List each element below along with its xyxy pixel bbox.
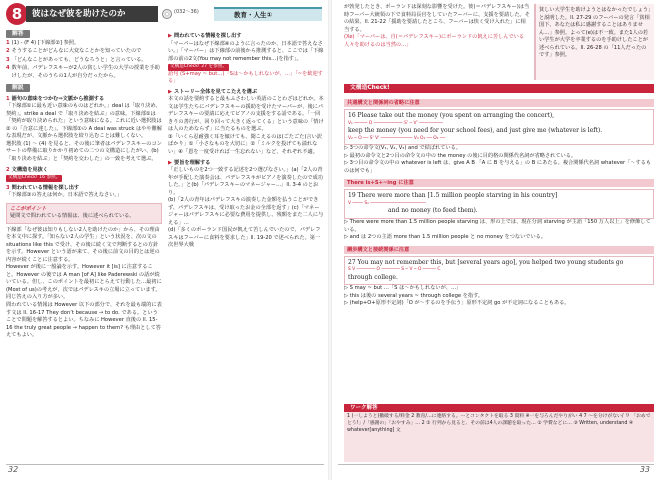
example-sentence-19: 19 There were more than [1.5 million people starving in his country] V ──── S₁ ───────────────────── and no money (to feed them).: [344, 189, 654, 219]
note-line: ▷ 3つの命令文(V₁, V₂, V₃) and で結ばれている。: [344, 145, 461, 152]
answer-item: 2 そうすることがどんなに大変なことかを知っていたので: [6, 48, 142, 55]
chapter-number: 8: [6, 3, 28, 25]
page-number: 32: [8, 465, 19, 475]
left-mid-column: [168, 30, 324, 250]
structure-check-body: [344, 95, 654, 308]
body-paragraph: (d)「多くのポーランド国民が飢えて苦しんでいたので、パデレフスキはフーバーに食料を要求した」ll. 19-20 で述べられた。第一次世界大戦: [168, 227, 321, 249]
note-line: ▷ S may ~ but …「S は〜かもしれないが、…」: [344, 285, 462, 292]
check-ref: 文構造Check! 16 参照。: [8, 175, 61, 181]
commentary-paragraph: 問われている情報は However 以下の部分で、それを最も端的に表す文は ll. 16-17 They don’t because → to do. である。ということで問題を解答するとよい。ちなみに However 直後の ll. 15-16 the truly great people → happen to them? も理由として答えてもよい。: [6, 302, 162, 339]
topic-label: 教育・人生①: [214, 7, 322, 21]
check-ref: 文構造Check! 27 を参照。: [170, 64, 227, 70]
commentary-tab: 解説: [6, 84, 30, 92]
note-line: ▷ (help+O+原形不定詞)「O が〜するのを手伝う」原形不定詞 go が不定詞になることもある。: [344, 300, 570, 307]
body-paragraph: (b)「2人の青年はパデレフスキの演奏した金額を払うことができず、パデレフスキは、受け取ったお金の全部を返す」(c)「マネージャーはパデレフスキに必要な費用を提供し、残額をまた二人に与える」…: [168, 197, 324, 226]
answer-item: 4 数年前、パデレフスキーが2人の貧しい学生の大学の授業を手助けしたが、そのうちの1人が自分だったから。: [6, 65, 160, 79]
chapter-title: 彼はなぜ彼を助けたのか: [26, 6, 158, 22]
commentary-head: 1 語句の意味をつかむ⇒文脈から推測する: [6, 95, 105, 102]
structure-topic-bar: 共通構文と関係詞の省略に注意: [344, 99, 654, 107]
body-paragraph: 本文の話を要約すると最もふさわしい英語のことわざはどれか。本文は学生たちにパデレフスキーの援助を受けたマーパーが、後にパデレフスキーの要請に応えてピアノの支援をする話である。「一回きりの善行が、回り回って大きく返ってくる」という意味の「情けは人のためならず」に当たるものを選ぶ。: [168, 96, 324, 133]
notes-27: [344, 285, 654, 308]
answer-item: 1 (1) - (F 4) [下線部②] 参照。: [6, 39, 80, 46]
section-head: ▶ 要旨を理解する: [168, 159, 211, 166]
note-line: ▷ this は後の several years ~ through college を指す。: [344, 292, 484, 299]
answer-note-box: 貧しい大学生を助けようとはなかったでしょう」と説明した。ll. 27-29 のフーバーの発言「貧相国下、あなたは私に感謝することはありません…」参照。よって(e)は不一致。また1人の若い学生が大学を卒業するのを手助けしたことが述べられている。ll. 26-28 の「11人だったのです」参照。: [534, 4, 654, 80]
chapter-header: [6, 3, 322, 25]
left-column: [6, 30, 162, 340]
question-text: 「マーパーはなぜ下線部④のように言ったのか、日本語で答えなさい。」「マーパー」は下線部の前後から推測すると、ここでは「下線部の前の2文(You may not remember this…)を指す」。: [168, 40, 324, 62]
page-number: 33: [639, 465, 650, 475]
right-top-text: が勃発したとき、ポーランドは深刻な影響を受けた。彼(＝パデレフスキー)は当時フーバー大統領の下で食料局長官をしていたフーバーに、支援を要請した。その結果、ll. 21-22「援助を要請したところ、フーバーは快く受け入れた」に相当する。 (Xe)「マーパーは、自(＝パデレフスキー)にポーランドの飢えに苦しんでいる人々を助けるのは当然の…」: [344, 4, 530, 48]
notes-16: [344, 145, 654, 175]
section-head: ▶ ストーリー全体を見てこたえを選ぶ: [168, 88, 258, 95]
structure-topic-bar: 譲歩構文と接続関係に注意: [344, 246, 654, 254]
work-answer-body: 1 (一しようと)撤破する/料金 2 教育/…に連絡する。ーとコンタクトを取る 3 資料 ※一を与ろんだやりがい 4 7 ～を分けがない/ ９ 「おめでとう!」/「感謝の」「おやすみ」… 2 ① 行列から見ると、その前は4人の課題を取った… ② 学費などに… ③ Written, understand ④ whatever[anything] 文: [344, 412, 654, 462]
example-sentence-27: 27 You may not remember this, but [several years ago], you helped two young students go S V ─────── O ─────── S ─ V ─ O ───── C through college.: [344, 256, 654, 286]
work-answer-band: ワーク解答: [344, 404, 654, 412]
commentary-paragraph: 選択肢 (1) 〜 (4) を見ると、その後に筆者はパデレフスキーのコンサートの準備に取りかかり初めての二つの文構造にしたがい、(b)「取り決めを結ぶ」と「契約を交わした」の一致を考えて選ぶ。: [6, 140, 162, 162]
structure-check-band: 文構造Check!: [344, 84, 654, 93]
body-paragraph: ③「いくら忍耐強く耳を傾けても、聞こえるのは(ごたごた)言い訳ばかり」①「小さなものを大切に」②「ミルクを投げても溢れない」④「恩を一度受ければ一生忘れない」など、それぞれ不適。: [168, 133, 322, 155]
section-head: ▶ 問われている情報を探し出す: [168, 33, 242, 39]
commentary-head: 3 問われている情報を探し出す: [6, 184, 80, 191]
commentary-head: 2 文構造を見抜く: [6, 166, 48, 173]
note-line: ▷ There were more than 1.5 million people starving は、形の上では、現在分詞 starving が主語「150 万人以上」を修飾している。: [344, 219, 651, 233]
page-rule: [338, 464, 654, 465]
commentary-paragraph: 下線部「なぜ彼は知りもしない2人を助けたのか」から、その理由を本文中に探す。「知らない2人の学生」という状況を、次の文の situations like this で受け、その後に続く文で判断するとの方針を示す。However という語が来て、その後に前文の目的とは逆の内容が続くことに注意する。: [6, 226, 160, 263]
note-line: ▷ 3つ目の命令文の中の whatever is left は、give A B 「A に B を与える」の B にあたる。複合関係代名詞 whatever「〜するものは何でも」: [344, 160, 652, 174]
point-box: ここがポイント 疑問文で問われている情報は、後に述べられている。: [6, 203, 162, 224]
right-page: [330, 0, 660, 480]
structure-topic-bar: There is+S+~ing に注意: [344, 179, 654, 187]
example-sentence-16: 16 Please take out the money (you spent on arranging the concert), V₁ ───── O ─────────── S' ─ V' ───────── keep the money (you need for your school fees), and just give me (whatever is left). V₂ ─ O ── S' V' ──────────── V₃ O₁ ── O₂ ──: [344, 109, 654, 145]
commentary-paragraph: However が後に一般論を示す。However it [is] に注意すること。However の後では A man [of A] like Paderewski の話が続いている。但し、このポイントを最初にとらえて行動した…最初に(Most of us)の考えが、次ではパデレスキの立場に立っています。同じ答えの入り方が多い。: [6, 264, 162, 301]
notes-19: [344, 219, 654, 242]
commentary-paragraph: 「下線部①に最も近い意味のものはどれか。」deal は「取り決め、契約」。strike a deal で「取り決めを結ぶ」の意味。下線部①は「契約が取り決められた」という意味になる。これに近い選択肢は ② の「合意に達した」。下線部①の A deal was struck はやや難解な表現だが、文脈から選択肢を絞り込むことは難しくない。: [6, 103, 162, 140]
question-line: 「下線部③の答えは何か。日本語で答えなさい。」: [6, 192, 123, 199]
answer-item: 3 「どんなことがあっても、どうなろうと」と言っている。: [6, 56, 147, 63]
note-line: ▷ and は 2つの主語 more than 1.5 million people と no money をつないでいる。: [344, 234, 547, 241]
grammar-line: 語句 (S+may ~ but…)「Sは〜かもしれないが、…」「~を歓迎する」: [168, 70, 323, 85]
page-rule: [6, 464, 324, 465]
body-paragraph: 「正しいものを2つ一致する記述を2つ選びなさい。」(a)「2人の青年が手配した演奏会は、パデレフスキがピアノを演奏したので成功した。」と(b)「パデレフスキーのマネージャー…」ll. 3-4 のとおり。: [168, 167, 323, 196]
cd-icon: [162, 9, 172, 19]
answers-tab: 解答: [6, 30, 30, 38]
answers-list: [6, 40, 162, 81]
cd-track: (032〜36): [174, 9, 199, 15]
note-line: ▷ 最初の命令文と2つ目の命令文の中の the money の後に目的格の関係代名詞が省略されている。: [344, 152, 577, 159]
